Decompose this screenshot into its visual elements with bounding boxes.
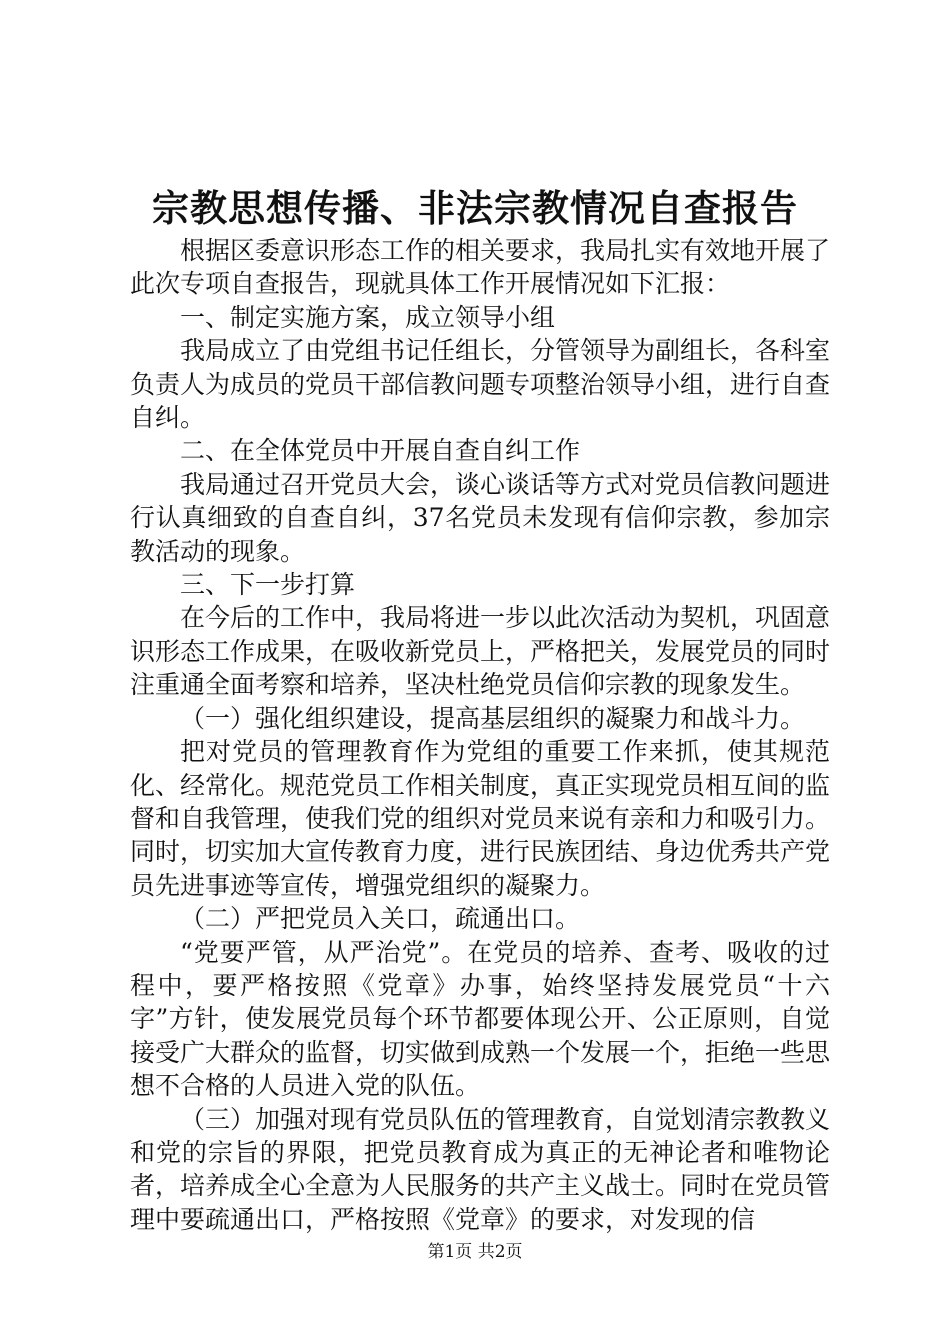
subsection-heading-2: （二）严把党员入关口，疏通出口。: [180, 904, 581, 934]
section-heading-1: 一、制定实施方案，成立领导小组: [180, 302, 556, 332]
paragraph: 我局通过召开党员大会，谈心谈话等方式对党员信教问题进行认真细致的自查自纠，37名党员未发现有信仰宗教，参加宗教活动的现象。: [130, 469, 831, 566]
paragraph: （三）加强对现有党员队伍的管理教育，自觉划清宗教教义和党的宗旨的界限，把党员教育成为真正的无神论者和唯物论者，培养成全心全意为人民服务的共产主义战士。同时在党员管理中要疏通出口，严格按照《党章》的要求，对发现的信: [130, 1104, 831, 1234]
paragraph: “党要严管，从严治党”。在党员的培养、查考、吸收的过程中，要严格按照《党章》办事，始终坚持发展党员“十六字”方针，使发展党员每个环节都要体现公开、公正原则，自觉接受广大群众的监督，切实做到成熟一个发展一个，拒绝一些思想不合格的人员进入党的队伍。: [130, 937, 831, 1101]
paragraph: 在今后的工作中，我局将进一步以此次活动为契机，巩固意识形态工作成果，在吸收新党员上，严格把关，发展党员的同时注重通全面考察和培养，坚决杜绝党员信仰宗教的现象发生。: [130, 603, 831, 700]
subsection-heading-1: （一）强化组织建设，提高基层组织的凝聚力和战斗力。: [180, 703, 806, 733]
paragraph-intro: 根据区委意识形态工作的相关要求，我局扎实有效地开展了此次专项自查报告，现就具体工作开展情况如下汇报：: [130, 236, 831, 299]
paragraph: 我局成立了由党组书记任组长，分管领导为副组长，各科室负责人为成员的党员干部信教问题专项整治领导小组，进行自查自纠。: [130, 336, 831, 433]
section-heading-3: 三、下一步打算: [180, 570, 356, 600]
paragraph: 把对党员的管理教育作为党组的重要工作来抓，使其规范化、经常化。规范党员工作相关制度，真正实现党员相互间的监督和自我管理，使我们党的组织对党员来说有亲和力和吸引力。同时，切实加大宣传教育力度，进行民族团结、身边优秀共产党员先进事迹等宣传，增强党组织的凝聚力。: [130, 737, 831, 900]
document-body: [130, 234, 830, 1236]
section-heading-2: 二、在全体党员中开展自查自纠工作: [180, 436, 581, 466]
document-title: 宗教思想传播、非法宗教情况自查报告: [152, 186, 798, 230]
page-footer: 第1页 共2页: [427, 1242, 523, 1262]
